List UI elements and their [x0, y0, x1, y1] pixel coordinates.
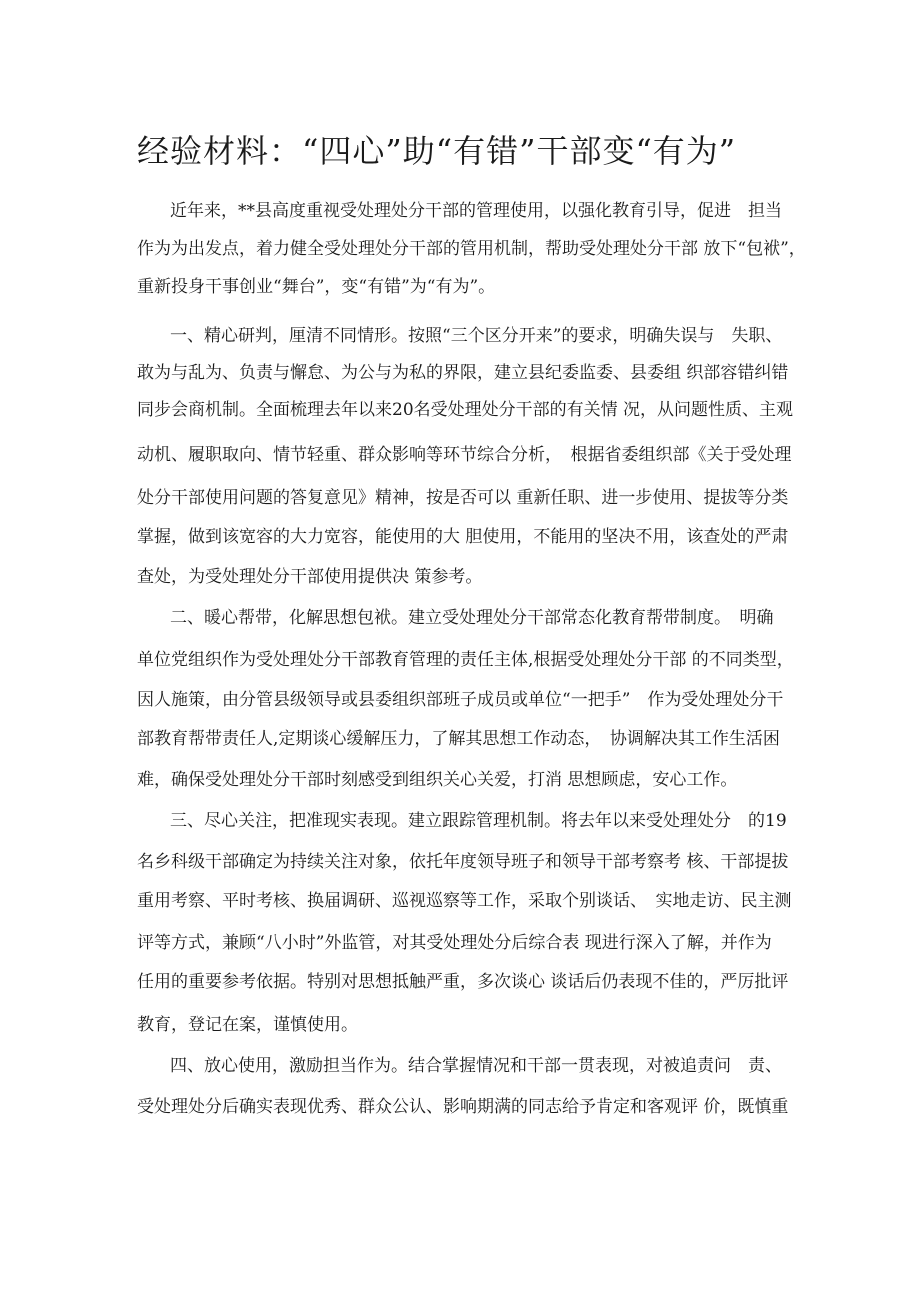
paragraph-line: 掌握，做到该宽容的大力宽容，能使用的大 胆使用，不能用的坚决不用，该查处的严肃	[137, 527, 789, 547]
paragraph-line: 三、尽心关注，把准现实表现。建立跟踪管理机制。将去年以来受处理处分 的19	[170, 811, 787, 831]
paragraph-line: 查处，为受处理处分干部使用提供决 策参考。	[137, 567, 483, 587]
paragraph-line: 作为为出发点，着力健全受处理处分干部的管用机制，帮助受处理处分干部 放下“包袱”，	[137, 239, 806, 259]
paragraph-line: 动机、履职取向、情节轻重、群众影响等环节综合分析， 根据省委组织部《关于受处理	[137, 445, 792, 465]
paragraph-line: 部教育帮带责任人,定期谈心缓解压力，了解其思想工作动态， 协调解决其工作生活困	[137, 729, 780, 749]
paragraph-line: 单位党组织作为受处理处分干部教育管理的责任主体,根据受处理处分干部 的不同类型，	[137, 650, 794, 670]
paragraph-line: 重新投身干事创业“舞台”，变“有错”为“有为”。	[137, 277, 496, 297]
paragraph-line: 评等方式，兼顾“八小时”外监管，对其受处理处分后综合表 现进行深入了解，并作为	[137, 933, 772, 953]
paragraph-line: 同步会商机制。全面梳理去年以来20名受处理处分干部的有关情 况，从问题性质、主观	[137, 400, 794, 420]
paragraph-line: 因人施策，由分管县级领导或县委组织部班子成员或单位“一把手” 作为受处理处分干	[137, 690, 784, 710]
paragraph-line: 四、放心使用，激励担当作为。结合掌握情况和干部一贯表现，对被追责问 责、	[170, 1056, 782, 1076]
paragraph-line: 任用的重要参考依据。特别对思想抵触严重，多次谈心 谈话后仍表现不佳的，严厉批评	[137, 972, 789, 992]
paragraph-line: 近年来，**县高度重视受处理处分干部的管理使用，以强化教育引导，促进 担当	[170, 201, 782, 221]
paragraph-line: 重用考察、平时考核、换届调研、巡视巡察等工作，采取个别谈话、 实地走访、民主测	[137, 891, 792, 911]
paragraph-line: 二、暖心帮带，化解思想包袱。建立受处理处分干部常态化教育帮带制度。 明确	[170, 608, 774, 628]
paragraph-line: 受处理处分后确实表现优秀、群众公认、影响期满的同志给予肯定和客观评 价，既慎重	[137, 1097, 789, 1117]
paragraph-line: 教育，登记在案，谨慎使用。	[137, 1015, 358, 1035]
paragraph-line: 敢为与乱为、负责与懈怠、为公与为私的界限，建立县纪委监委、县委组 织部容错纠错	[137, 363, 789, 383]
paragraph-line: 名乡科级干部确定为持续关注对象，依托年度领导班子和领导干部考察考 核、干部提拔	[137, 852, 789, 872]
paragraph-line: 难，确保受处理处分干部时刻感受到组织关心关爱，打消 思想顾虑，安心工作。	[137, 770, 738, 790]
document-title: 经验材料：“四心”助“有错”干部变“有为”	[137, 132, 737, 170]
paragraph-line: 一、精心研判，厘清不同情形。按照“三个区分开来”的要求，明确失误与 失职、	[170, 326, 783, 346]
paragraph-line: 处分干部使用问题的答复意见》精神，按是否可以 重新任职、进一步使用、提拔等分类	[137, 488, 789, 508]
